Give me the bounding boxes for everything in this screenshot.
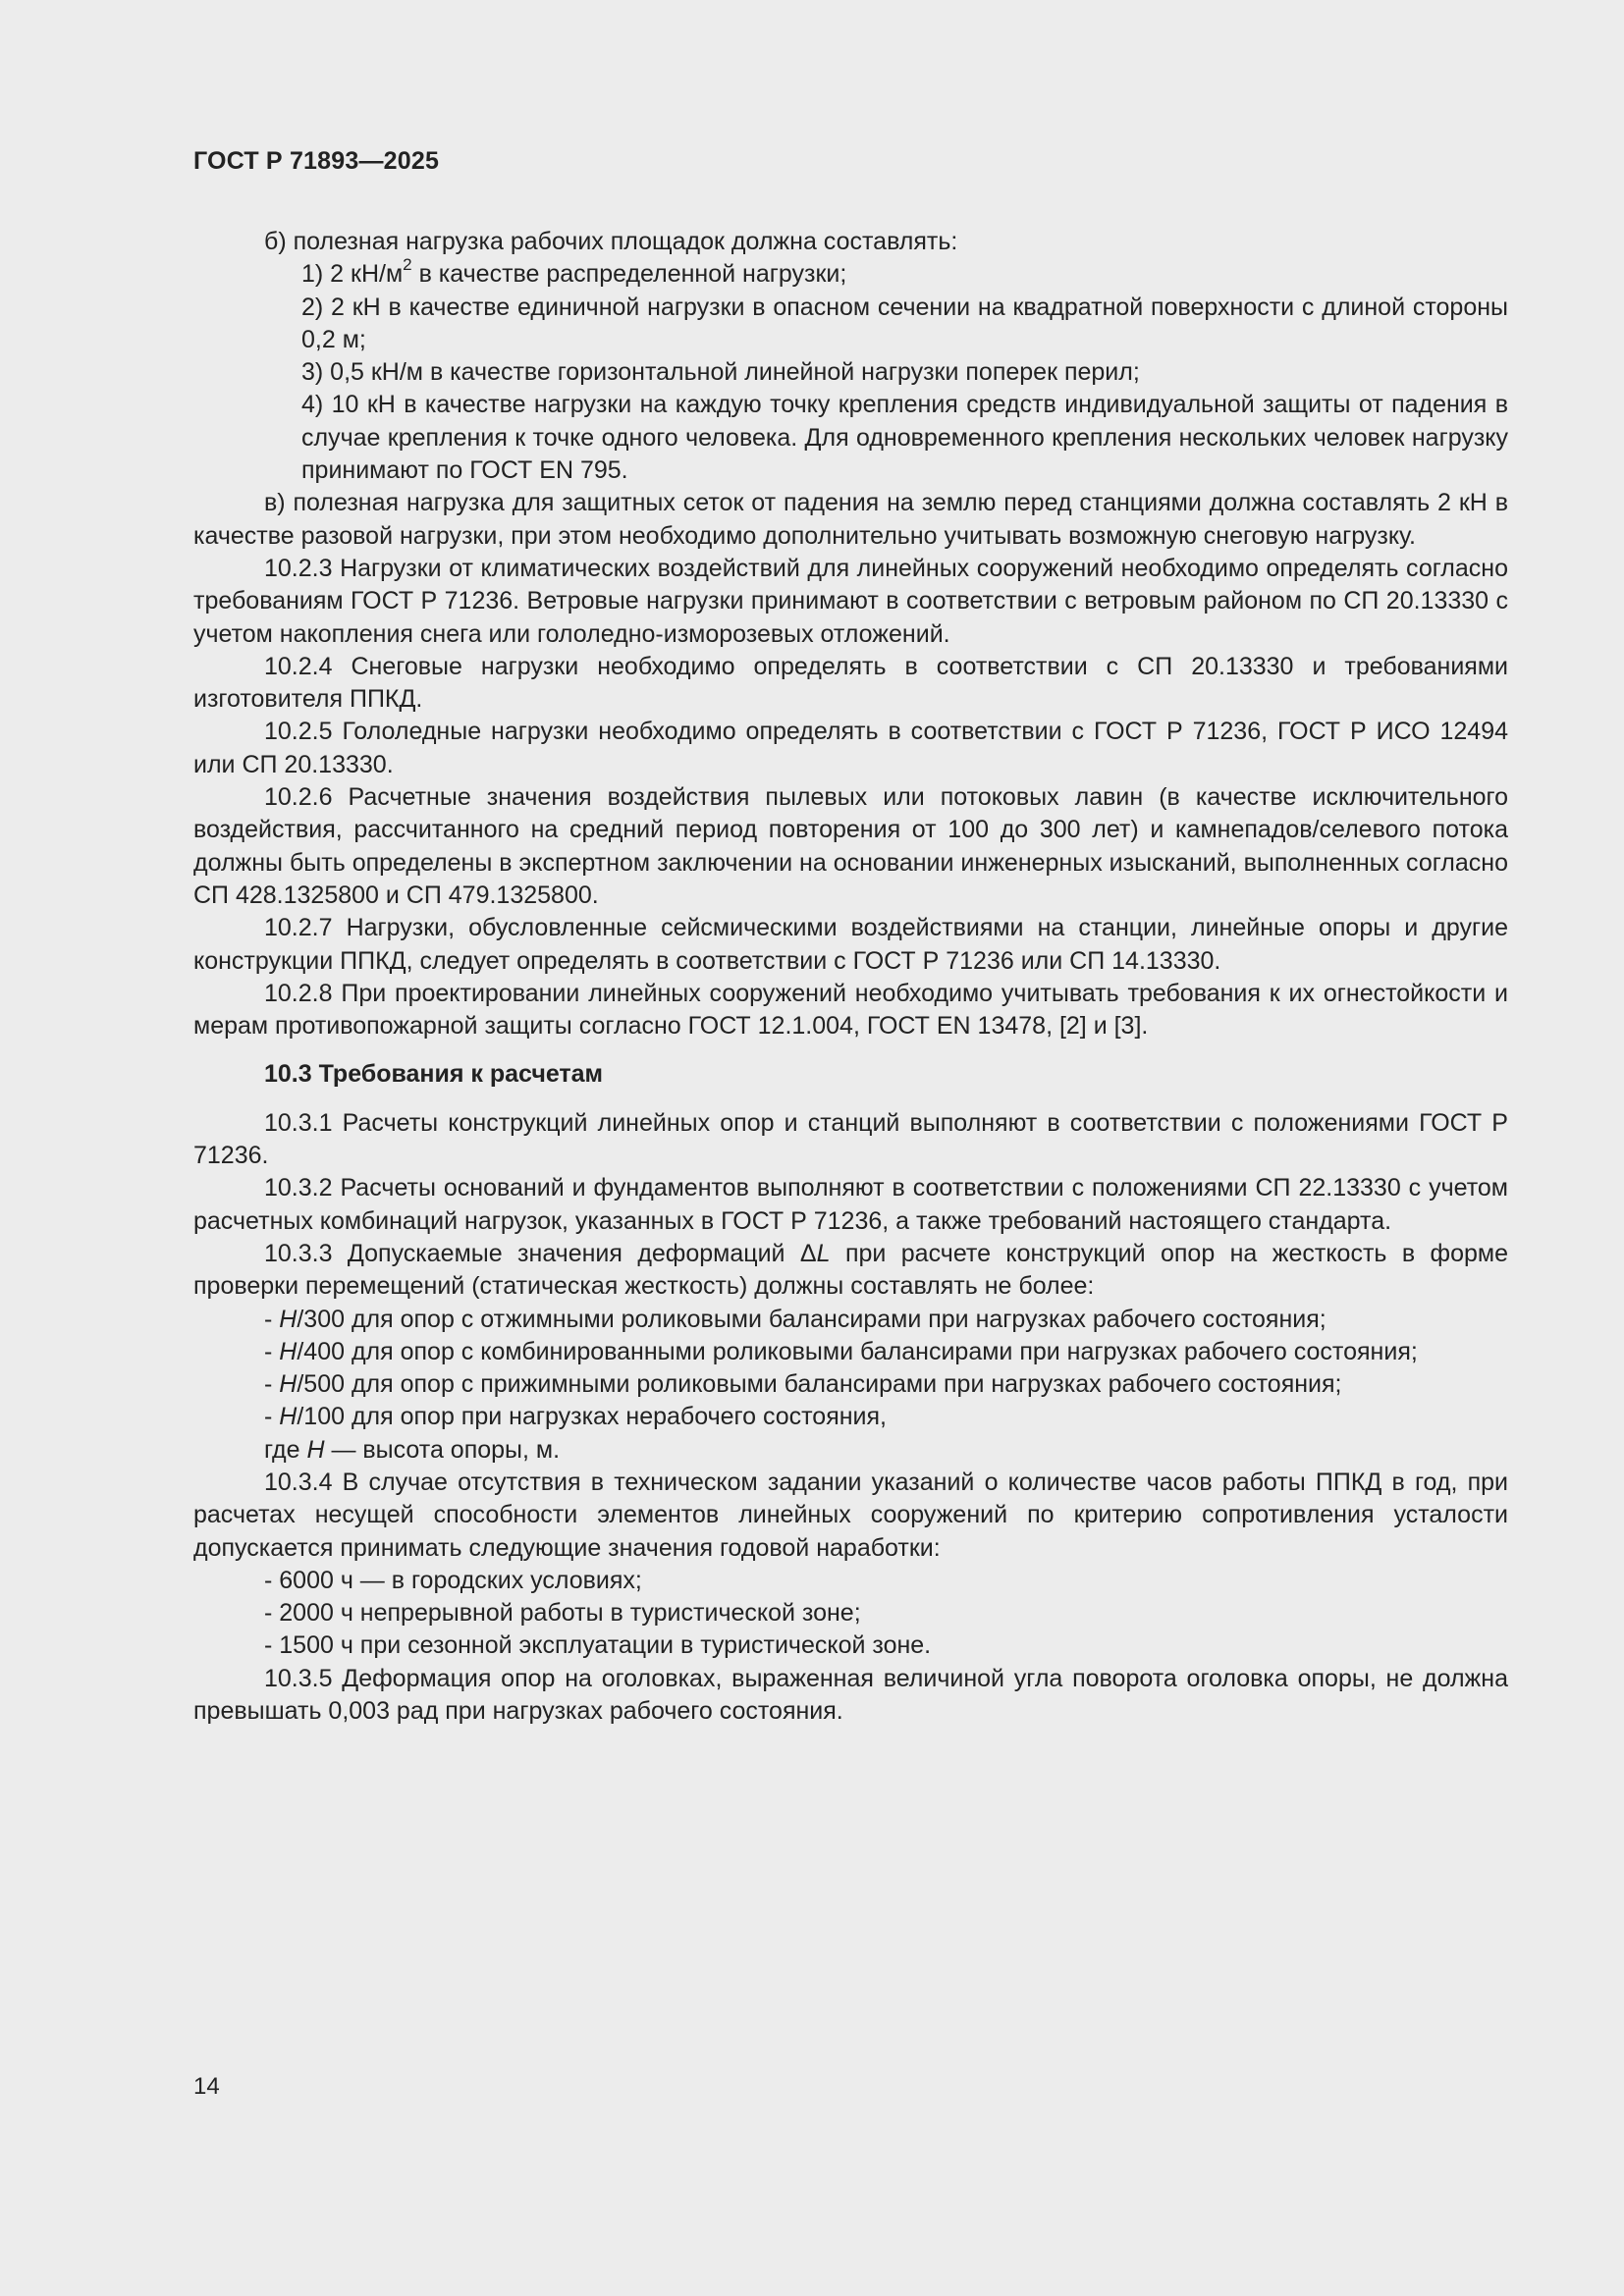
list-item-b2: 2) 2 кН в качестве единичной нагрузки в опасном сечении на квадратной поверхности с длиной стороны 0,2 м;: [301, 293, 1508, 353]
list-item-b3: 3) 0,5 кН/м в качестве горизонтальной линейной нагрузки поперек перил;: [301, 358, 1140, 387]
section-heading-10-3: 10.3 Требования к расчетам: [264, 1060, 604, 1089]
paragraph-10-2-6: 10.2.6 Расчетные значения воздействия пылевых или потоковых лавин (в качестве исключительного воздействия, рассчитанного на средний период повторения от 100 до 300 лет) и камнепадов/селевого потока должны быть определены в экспертном заключении на основании инженерных изысканий, выполненных согласно СП 428.1325800 и СП 479.1325800.: [193, 783, 1508, 909]
paragraph-10-2-7: 10.2.7 Нагрузки, обусловленные сейсмическими воздействиями на станции, линейные опоры и другие конструкции ППКД, следует определять в соответствии с ГОСТ Р 71236 или СП 14.13330.: [193, 914, 1508, 975]
dash-item-h100: - H/100 для опор при нагрузках нерабочего состояния,: [264, 1403, 887, 1431]
paragraph-10-2-5: 10.2.5 Гололедные нагрузки необходимо определять в соответствии с ГОСТ Р 71236, ГОСТ Р ИСО 12494 или СП 20.13330.: [193, 718, 1508, 778]
list-item-b1: 1) 2 $кН/м^2$ в качестве распределенной нагрузки;: [301, 254, 847, 289]
paragraph-10-2-3: 10.2.3 Нагрузки от климатических воздействий для линейных сооружений необходимо определять согласно требованиям ГОСТ Р 71236. Ветровые нагрузки принимают в соответствии с ветровым районом по СП 20.13330 с учетом накопления снега или гололедно-изморозевых отложений.: [193, 554, 1508, 648]
page-number: 14: [193, 2073, 220, 2100]
paragraph-10-2-4: 10.2.4 Снеговые нагрузки необходимо определять в соответствии с СП 20.13330 и требованиями изготовителя ППКД.: [193, 652, 1508, 714]
dash-item-6000: - 6000 ч — в городских условиях;: [264, 1566, 642, 1594]
paragraph-10-3-5: 10.3.5 Деформация опор на оголовках, выраженная величиной угла поворота оголовка опоры, не должна превышать 0,003 рад при нагрузках рабочего состояния.: [193, 1664, 1508, 1726]
paragraph-10-3-1: 10.3.1 Расчеты конструкций линейных опор и станций выполняют в соответствии с положениями ГОСТ Р 71236.: [193, 1108, 1508, 1170]
paragraph-10-2-8: 10.2.8 При проектировании линейных сооружений необходимо учитывать требования к их огнестойкости и мерам противопожарной защиты согласно ГОСТ 12.1.004, ГОСТ EN 13478, [2] и [3].: [193, 979, 1508, 1041]
dash-item-h400: - H/400 для опор с комбинированными роликовыми балансирами при нагрузках рабочего состояния;: [264, 1337, 1418, 1365]
dash-item-2000: - 2000 ч непрерывной работы в туристической зоне;: [264, 1599, 861, 1628]
paragraph-10-3-2: 10.3.2 Расчеты оснований и фундаментов выполняют в соответствии с положениями СП 22.13330 с учетом расчетных комбинаций нагрузок, указанных в ГОСТ Р 71236, а также требований настоящего стандарта.: [193, 1174, 1508, 1235]
dash-item-1500: - 1500 ч при сезонной эксплуатации в туристической зоне.: [264, 1631, 932, 1660]
list-item-v: в) полезная нагрузка для защитных сеток от падения на землю перед станциями должна составлять 2 кН в качестве разовой нагрузки, при этом необходимо дополнительно учитывать возможную снеговую нагрузку.: [193, 489, 1508, 550]
document-body: [193, 226, 1508, 1728]
where-clause: где H — высота опоры, м.: [264, 1435, 561, 1464]
list-item-b4: 4) 10 кН в качестве нагрузки на каждую точку крепления средств индивидуальной защиты от падения в случае крепления к точке одного человека. Для одновременного крепления нескольких человек нагрузку принимают по ГОСТ EN 795.: [301, 391, 1508, 485]
document-header: ГОСТ Р 71893—2025: [193, 147, 440, 175]
paragraph-10-3-3: 10.3.3 Допускаемые значения деформаций ΔL при расчете конструкций опор на жесткость в форме проверки перемещений (статическая жесткость) должны составлять не более:: [193, 1239, 1508, 1301]
dash-item-h500: - H/500 для опор с прижимными роликовыми балансирами при нагрузках рабочего состояния;: [264, 1370, 1342, 1399]
dash-item-h300: - H/300 для опор с отжимными роликовыми балансирами при нагрузках рабочего состояния;: [264, 1305, 1326, 1333]
paragraph-10-3-4: 10.3.4 В случае отсутствия в техническом задании указаний о количестве часов работы ППКД в год, при расчетах несущей способности элементов линейных сооружений по критерию сопротивления усталости допускается принимать следующие значения годовой наработки:: [193, 1468, 1508, 1562]
list-item-b: б) полезная нагрузка рабочих площадок должна составлять:: [264, 228, 958, 255]
